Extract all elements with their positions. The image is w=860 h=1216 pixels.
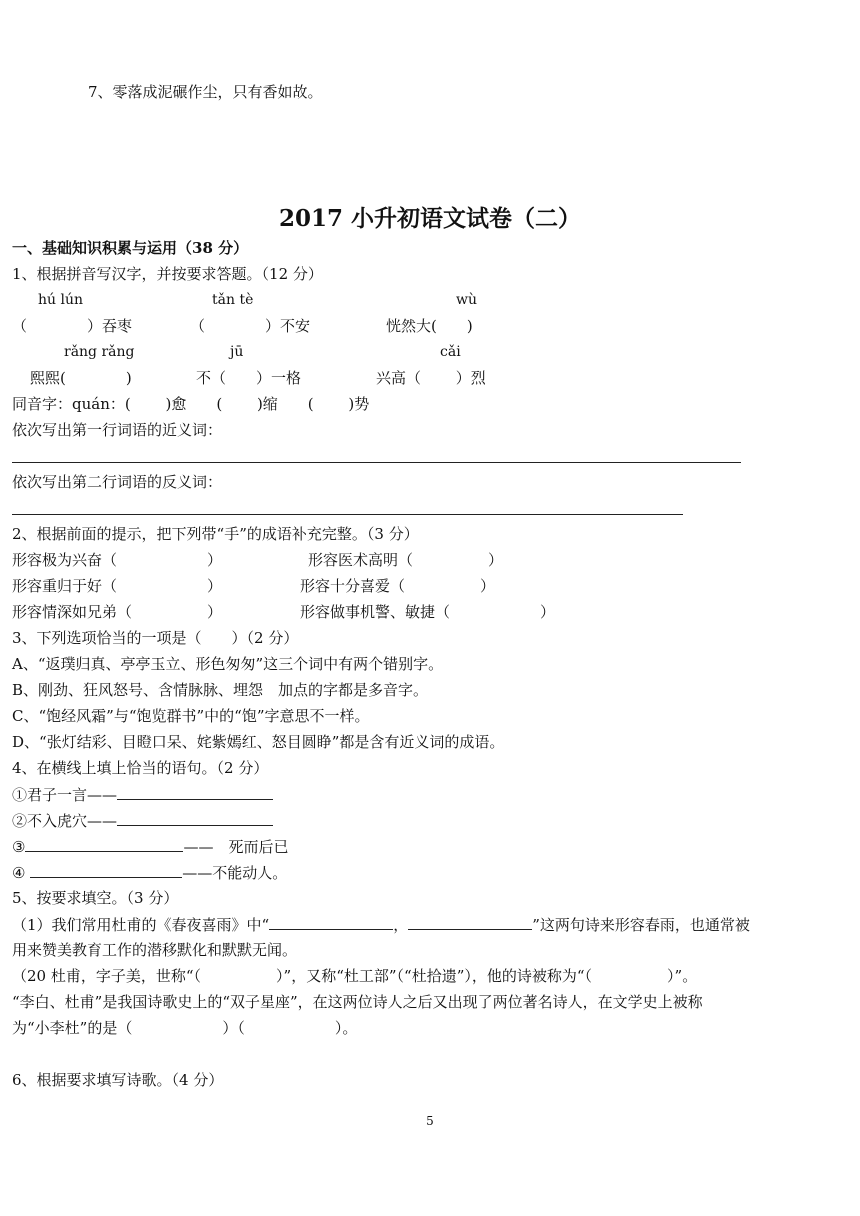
word-blank[interactable]: 不（ ）一格 — [196, 369, 302, 387]
q5-part2[interactable]: （20 杜甫，字子美，世称“（ ）”，又称“杜工部”（“杜拾遗”），他的诗被称为“（ ）”。 — [12, 967, 698, 985]
synonym-prompt: 依次写出第一行词语的近义词： — [12, 421, 223, 439]
q5-part2-end[interactable]: 为“小李杜”的是（ ）（ ）。 — [12, 1019, 358, 1037]
q1-prompt: 1、根据拼音写汉字，并按要求答题。（12 分） — [12, 265, 323, 283]
page-title: 2017 小升初语文试卷（二） — [278, 205, 582, 232]
word-blank[interactable]: 熙熙( ) — [30, 369, 132, 387]
antonym-prompt: 依次写出第二行词语的反义词： — [12, 473, 223, 491]
page-number: 5 — [426, 1114, 434, 1128]
answer-line[interactable] — [12, 514, 683, 515]
word-blank[interactable]: 兴高（ ）烈 — [376, 369, 486, 387]
poem-line-7: 7、零落成泥碾作尘，只有香如故。 — [88, 83, 323, 101]
q4-prompt: 4、在横线上填上恰当的语句。（2 分） — [12, 759, 269, 777]
q5-part1: （1）我们常用杜甫的《春夜喜雨》中“ ， ”这两句诗来形容春雨，也通常被 — [12, 916, 750, 934]
fill-blank[interactable] — [269, 914, 393, 930]
fill-blank[interactable] — [408, 914, 532, 930]
word-blank[interactable]: （ ）不安 — [190, 317, 311, 335]
q4-item-4: ④ ——不能动人。 — [12, 864, 288, 882]
fill-blank[interactable] — [117, 784, 273, 800]
q3-option-a[interactable]: A、“返璞归真、亭亭玉立、形色匆匆”这三个词中有两个错别字。 — [12, 655, 444, 673]
fill-blank[interactable] — [25, 836, 183, 852]
q4-item-3: ③ —— 死而后已 — [12, 838, 289, 856]
idiom-blank[interactable]: 形容情深如兄弟（ ） — [12, 603, 223, 621]
q6-prompt: 6、根据要求填写诗歌。（4 分） — [12, 1071, 224, 1089]
idiom-blank[interactable]: 形容重归于好（ ） — [12, 577, 223, 595]
fill-blank[interactable] — [30, 862, 182, 878]
section-heading: 一、基础知识积累与运用（38 分） — [12, 239, 249, 257]
pinyin-hulun: hú lún — [38, 292, 83, 308]
pinyin-rangrang: rǎng rǎng — [64, 344, 135, 360]
word-blank[interactable]: （ ）吞枣 — [12, 317, 133, 335]
pinyin-cai: cǎi — [440, 344, 461, 360]
idiom-blank[interactable]: 形容医术高明（ ） — [308, 551, 504, 569]
q3-option-d[interactable]: D、“张灯结彩、目瞪口呆、姹紫嫣红、怒目圆睁”都是含有近义词的成语。 — [12, 733, 505, 751]
q2-prompt: 2、根据前面的提示，把下列带“手”的成语补充完整。（3 分） — [12, 525, 419, 543]
q3-prompt: 3、下列选项恰当的一项是（ ）（2 分） — [12, 629, 299, 647]
idiom-blank[interactable]: 形容十分喜爱（ ） — [300, 577, 496, 595]
q5-part1-cont: 用来赞美教育工作的潜移默化和默默无闻。 — [12, 941, 298, 959]
pinyin-tante: tǎn tè — [212, 292, 254, 308]
pinyin-wu: wù — [456, 292, 477, 308]
answer-line[interactable] — [12, 462, 741, 463]
fill-blank[interactable] — [117, 810, 273, 826]
q4-item-2: ②不入虎穴—— — [12, 810, 273, 831]
word-blank[interactable]: 恍然大( ) — [386, 317, 473, 335]
q4-item-1: ①君子一言—— — [12, 784, 273, 805]
idiom-blank[interactable]: 形容极为兴奋（ ） — [12, 551, 223, 569]
homophone-line[interactable]: 同音字：quán：( )愈 ( )缩 ( )势 — [12, 395, 370, 413]
idiom-blank[interactable]: 形容做事机警、敏捷（ ） — [300, 603, 556, 621]
q3-option-c[interactable]: C、“饱经风霜”与“饱览群书”中的“饱”字意思不一样。 — [12, 707, 370, 725]
pinyin-ju: jū — [230, 344, 244, 360]
q5-part2-cont: “李白、杜甫”是我国诗歌史上的“双子星座”，在这两位诗人之后又出现了两位著名诗人，在文学史上被称 — [12, 993, 703, 1011]
q3-option-b[interactable]: B、刚劲、狂风怒号、含情脉脉、埋怨 加点的字都是多音字。 — [12, 681, 429, 699]
q5-prompt: 5、按要求填空。（3 分） — [12, 889, 179, 907]
